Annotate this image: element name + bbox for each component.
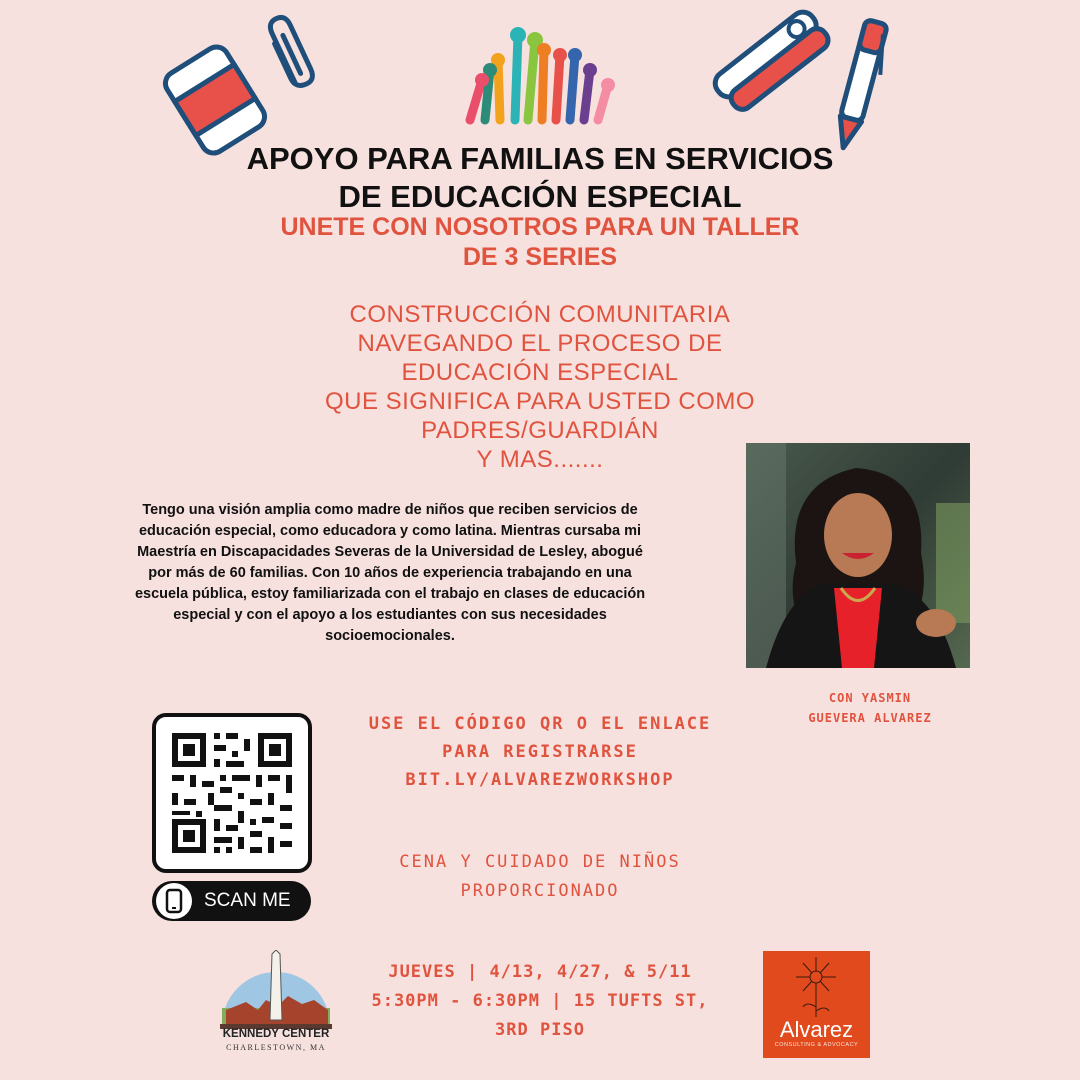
dinner-line-2: PROPORCIONADO — [460, 881, 620, 901]
topic-item: CONSTRUCCIÓN COMUNITARIA — [349, 301, 731, 328]
alvarez-logo — [763, 951, 870, 1058]
subtitle-line-2: DE 3 SERIES — [462, 243, 618, 271]
caption-line-1: CON YASMIN — [828, 691, 912, 705]
register-link[interactable]: BIT.LY/ALVAREZWORKSHOP — [405, 770, 675, 790]
scan-me-label: SCAN ME — [204, 890, 291, 911]
bio-line: Maestría en Discapacidades Severas de la Universidad de Lesley, abogué — [137, 544, 643, 560]
kennedy-logo-name: KENNEDY CENTER — [222, 1028, 330, 1040]
registration-info — [340, 710, 740, 794]
stapler-icon — [700, 0, 840, 120]
subtitle-line-1: UNETE CON NOSOTROS PARA UN TALLER — [280, 213, 800, 241]
bio-text — [110, 500, 670, 647]
raised-hands-icon — [460, 25, 620, 125]
bio-line: escuela pública, estoy familiarizada con el trabajo en clases de educación — [134, 586, 646, 602]
pen-icon — [825, 10, 895, 160]
dinner-info — [340, 848, 740, 906]
bio-line: Tengo una visión amplia como madre de niños que reciben servicios de — [142, 502, 638, 518]
bio-line: socioemocionales. — [325, 628, 455, 644]
qr-code[interactable] — [152, 713, 312, 873]
register-line-1: USE EL CÓDIGO QR O EL ENLACE — [368, 714, 712, 734]
kennedy-logo-place: CHARLESTOWN, MA — [226, 1043, 326, 1052]
topic-item: NAVEGANDO EL PROCESO DE — [357, 330, 723, 357]
flower-icon — [763, 951, 870, 1021]
phone-icon — [154, 881, 194, 921]
schedule-line-1: JUEVES | 4/13, 4/27, & 5/11 — [388, 962, 692, 982]
topic-item: PADRES/GUARDIÁN — [421, 417, 659, 444]
title-line-1: APOYO PARA FAMILIAS EN SERVICIOS — [246, 141, 834, 176]
bio-line: educación especial, como educadora y como latina. Mientras cursaba mi — [138, 523, 642, 539]
bio-line: especial y con el apoyo a los estudiantes con sus necesidades — [173, 607, 607, 623]
title-line-2: DE EDUCACIÓN ESPECIAL — [338, 179, 742, 214]
photo-caption — [770, 688, 970, 728]
subtitle — [0, 212, 1080, 272]
kennedy-center-logo — [218, 950, 334, 1058]
alvarez-logo-tagline: CONSULTING & ADVOCACY — [774, 1042, 859, 1048]
schedule-line-2: 5:30PM - 6:30PM | 15 TUFTS ST, — [371, 991, 709, 1011]
presenter-photo — [746, 443, 970, 668]
register-line-2: PARA REGISTRARSE — [442, 742, 638, 762]
paperclip-icon — [260, 8, 320, 98]
bio-line: por más de 60 familias. Con 10 años de experiencia trabajando en una — [148, 565, 632, 581]
caption-line-2: GUEVERA ALVAREZ — [808, 711, 932, 725]
alvarez-logo-name: Alvarez — [779, 1017, 854, 1042]
schedule-line-3: 3RD PISO — [495, 1020, 585, 1040]
dinner-line-1: CENA Y CUIDADO DE NIÑOS — [399, 852, 681, 872]
page-title — [0, 140, 1080, 216]
scan-me-button[interactable] — [152, 881, 311, 921]
schedule-info — [340, 958, 740, 1045]
topic-item: Y MAS....... — [476, 446, 604, 473]
topic-item: QUE SIGNIFICA PARA USTED COMO — [324, 388, 756, 415]
topic-item: EDUCACIÓN ESPECIAL — [401, 359, 679, 386]
